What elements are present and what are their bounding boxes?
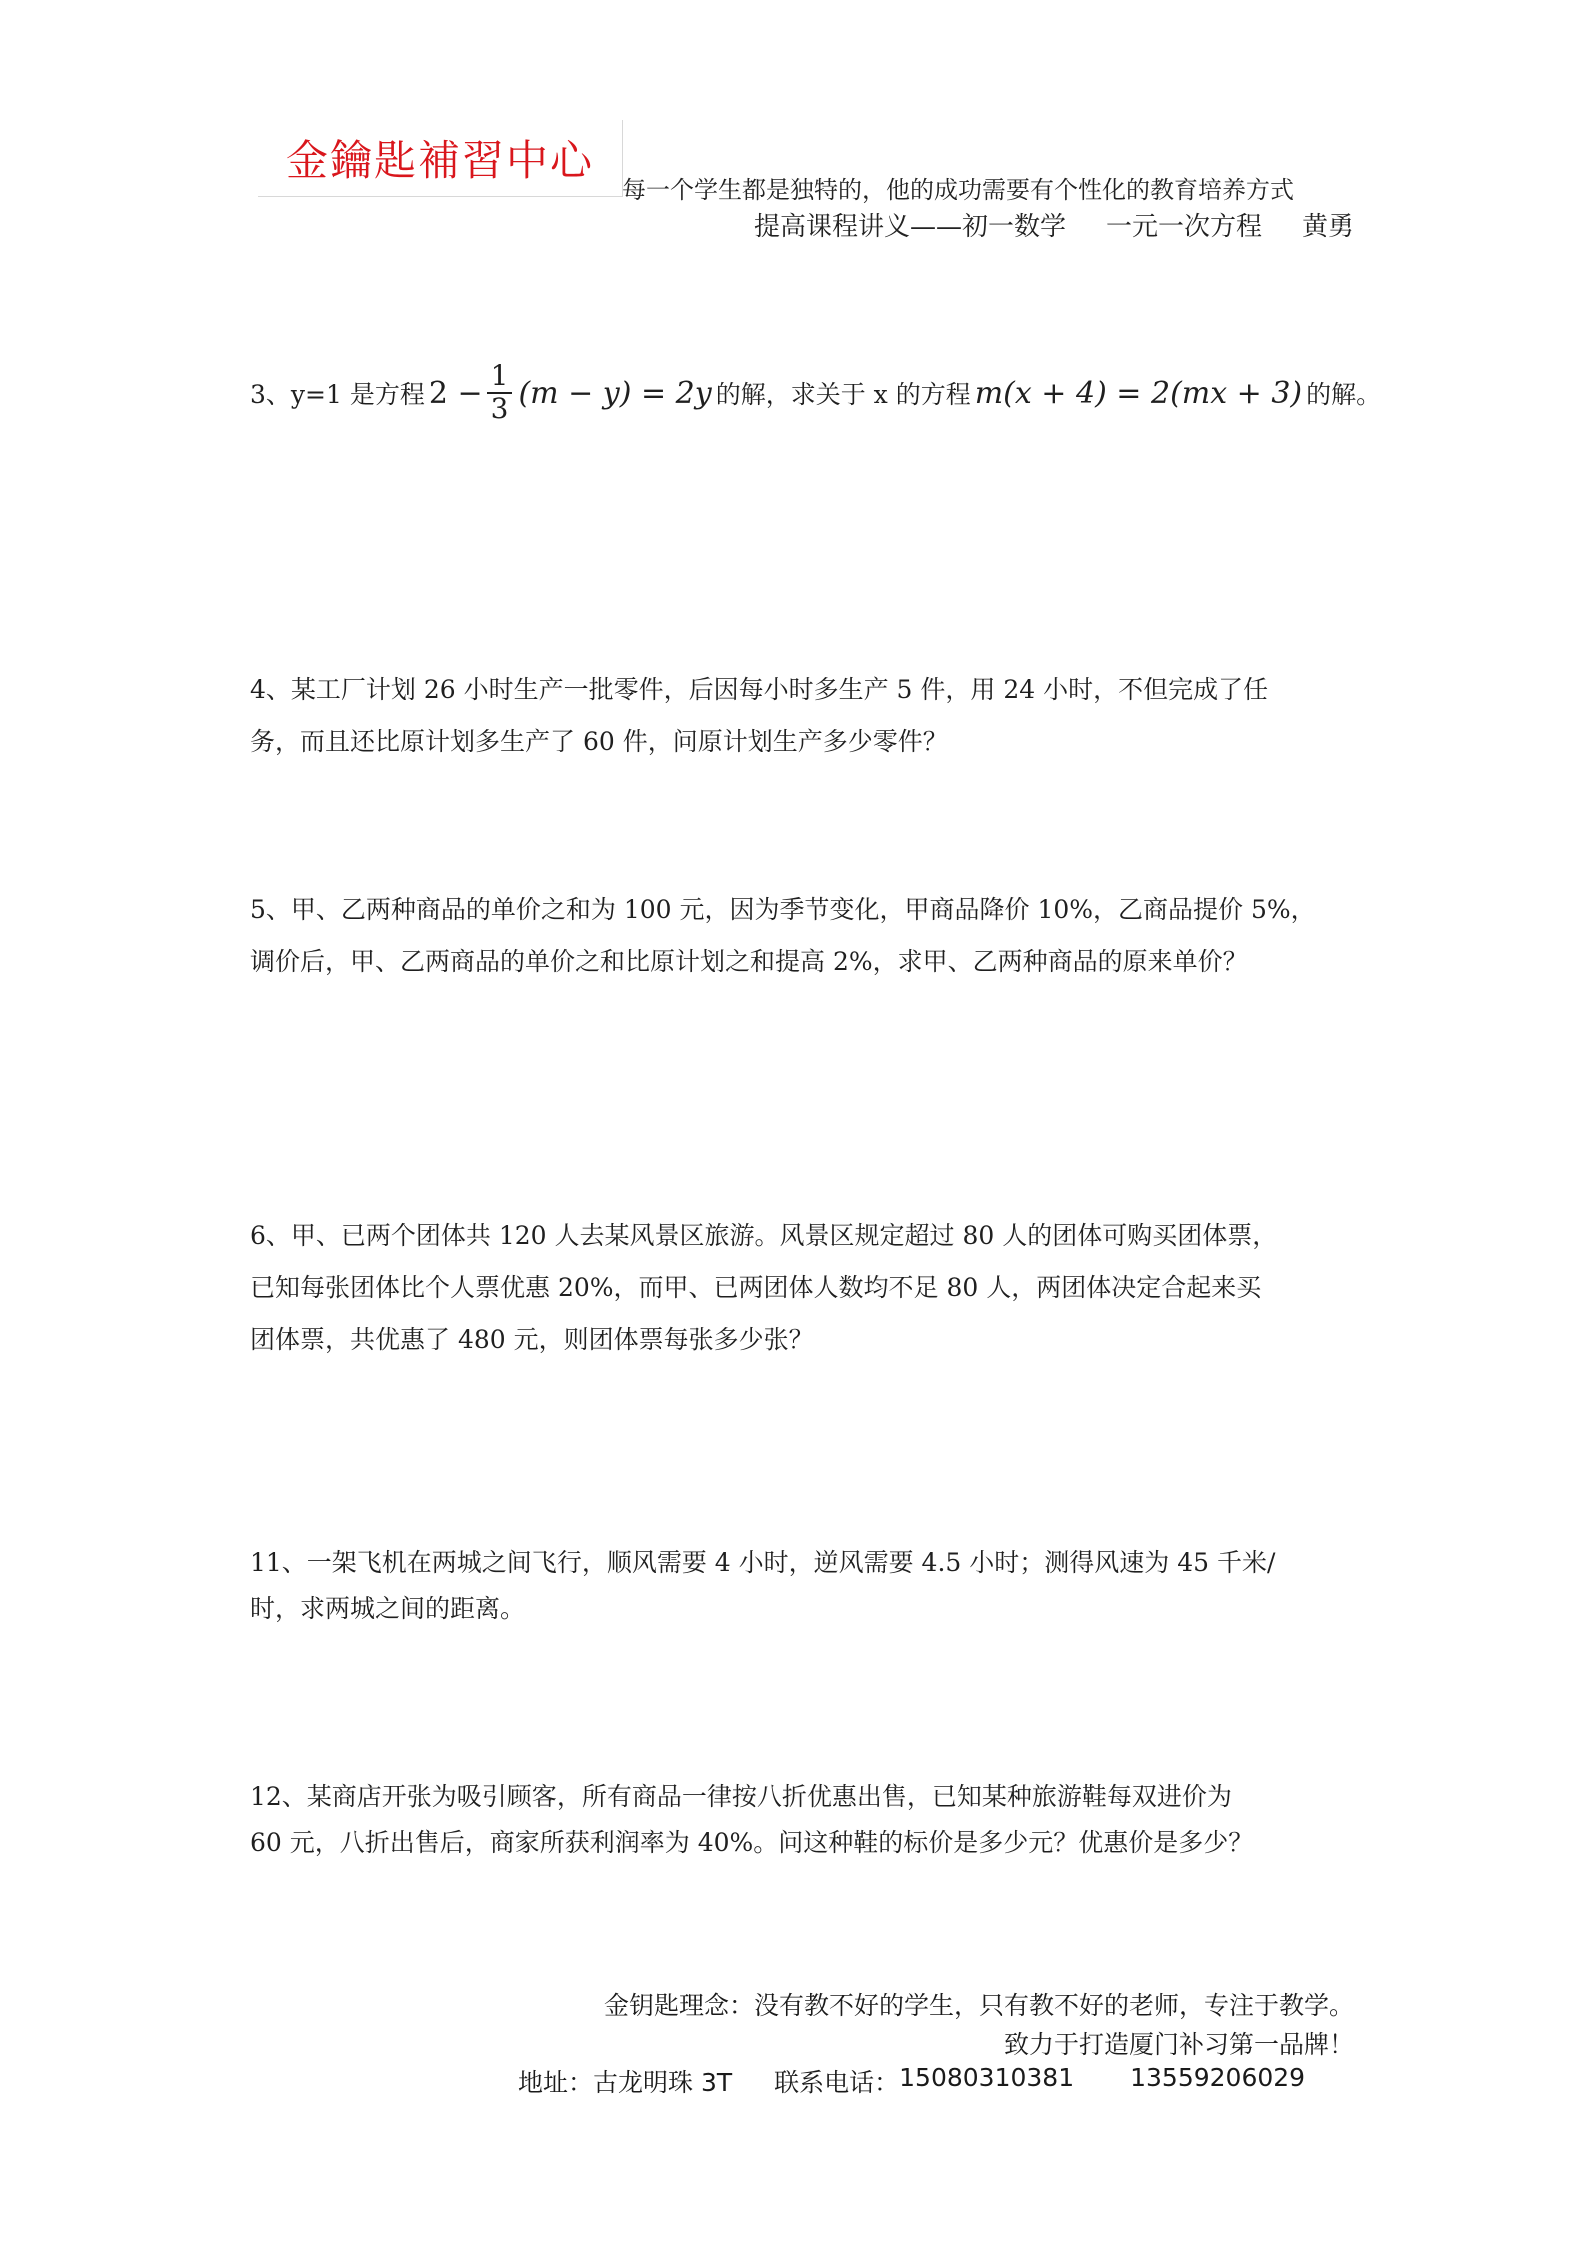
q3-eq1-b: (m − y) = 2y <box>518 375 712 411</box>
question-3 <box>250 348 1381 438</box>
q3-eq2: m(x + 4) = 2(mx + 3) <box>974 375 1303 411</box>
q4-line-2: 务，而且还比原计划多生产了 60 件，问原计划生产多少零件？ <box>250 727 948 756</box>
q3-fraction <box>487 361 513 425</box>
teacher-name: 黄勇 <box>1301 212 1354 242</box>
footer-contact <box>518 2063 1305 2099</box>
course-title <box>754 206 1354 243</box>
logo-text: 金鑰匙補習中心 <box>285 136 594 185</box>
footer-mission: 致力于打造厦门补习第一品牌！ <box>1003 2030 1354 2059</box>
q3-equation-1 <box>429 361 712 425</box>
q4-line-1: 4、某工厂计划 26 小时生产一批零件，后因每小时多生产 5 件，用 24 小时，不但完成了任 <box>250 675 1269 704</box>
footer-phone-1: 15080310381 <box>899 2063 1075 2092</box>
question-5 <box>250 884 1316 988</box>
footer-phone-2: 13559206029 <box>1130 2063 1306 2092</box>
q12-line-1: 12、某商店开张为吸引顾客，所有商品一律按八折优惠出售，已知某种旅游鞋每双进价为 <box>250 1782 1232 1811</box>
q6-line-3: 团体票，共优惠了 480 元，则团体票每张多少张？ <box>250 1325 814 1354</box>
question-4 <box>250 664 1268 768</box>
question-11 <box>250 1540 1275 1632</box>
header-slogan: 每一个学生都是独特的，他的成功需要有个性化的教育培养方式 <box>622 176 1294 204</box>
q3-frac-denominator: 3 <box>490 392 509 425</box>
q5-line-1: 5、甲、乙两种商品的单价之和为 100 元，因为季节变化，甲商品降价 10%，乙商品提价 5%， <box>250 895 1316 924</box>
q5-line-2: 调价后，甲、乙两商品的单价之和比原计划之和提高 2%，求甲、乙两种商品的原来单价？ <box>250 947 1248 976</box>
q3-frac-numerator: 1 <box>487 361 513 394</box>
q12-line-2: 60 元，八折出售后，商家所获利润率为 40%。问这种鞋的标价是多少元？优惠价是多少？ <box>250 1828 1254 1857</box>
course-name: 提高课程讲义——初一数学 <box>753 212 1066 242</box>
course-topic: 一元一次方程 <box>1105 212 1262 242</box>
q3-suffix: 的解。 <box>1306 380 1382 409</box>
footer-address: 地址：古龙明珠 3T <box>518 2068 733 2097</box>
q11-line-2: 时，求两城之间的距离。 <box>250 1594 526 1623</box>
q11-line-1: 11、一架飞机在两城之间飞行，顺风需要 4 小时，逆风需要 4.5 小时；测得风速为 45 千米/ <box>250 1548 1276 1577</box>
q3-eq1-a: 2 − <box>428 375 483 411</box>
q3-middle: 的解，求关于 x 的方程 <box>715 380 971 409</box>
footer-phone-label: 联系电话： <box>774 2068 900 2097</box>
question-12 <box>250 1774 1253 1866</box>
q6-line-1: 6、甲、已两个团体共 120 人去某风景区旅游。风景区规定超过 80 人的团体可购买团体票， <box>250 1221 1278 1250</box>
logo <box>258 120 623 197</box>
q6-line-2: 已知每张团体比个人票优惠 20%，而甲、已两团体人数均不足 80 人，两团体决定合起来买 <box>250 1273 1262 1302</box>
footer-philosophy: 金钥匙理念：没有教不好的学生，只有教不好的老师，专注于教学。 <box>603 1991 1354 2020</box>
q3-prefix: 3、y=1 是方程 <box>250 380 425 409</box>
question-6 <box>250 1210 1277 1366</box>
q3-equation-2 <box>975 376 1302 411</box>
